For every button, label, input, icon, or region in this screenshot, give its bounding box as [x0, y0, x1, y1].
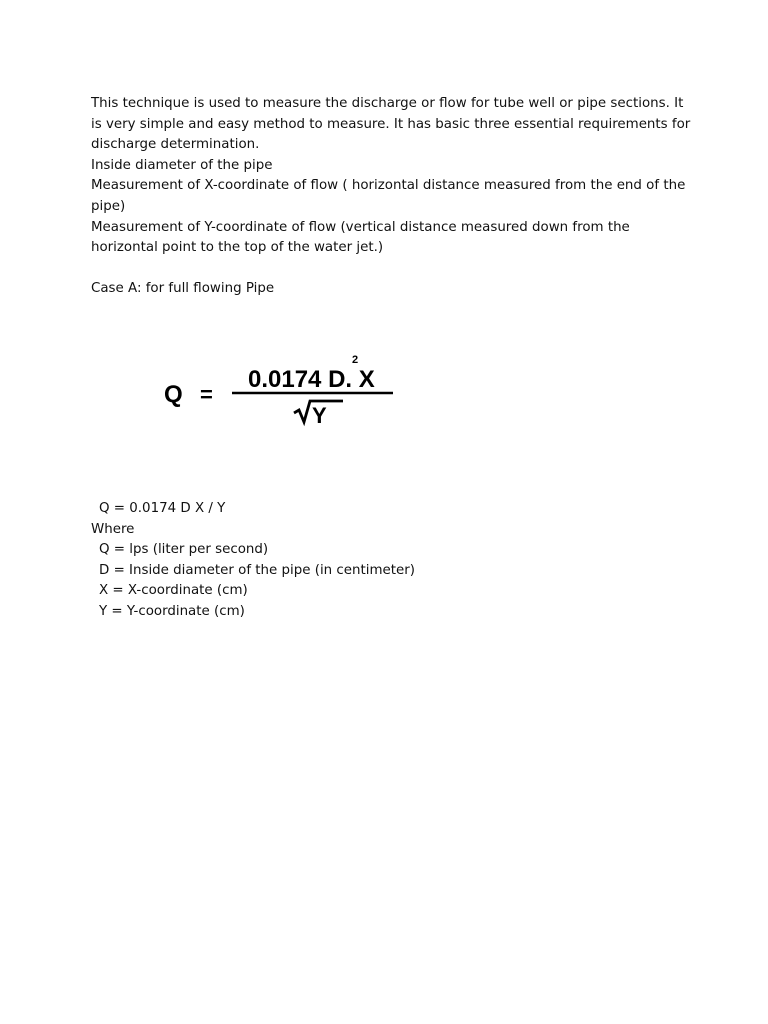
definition-x: X = X-coordinate (cm) — [99, 583, 248, 599]
requirement-x-coordinate: Measurement of X-coordinate of flow ( horizontal distance measured from the end of the pipe) — [91, 178, 686, 214]
formula-lhs: Q — [164, 381, 183, 408]
where-label: Where — [91, 521, 135, 537]
definitions-block — [91, 499, 591, 623]
formula-denominator: Y — [312, 403, 327, 428]
formula-numerator: 0.0174 D. X — [248, 366, 375, 393]
definition-q: Q = lps (liter per second) — [99, 542, 269, 558]
formula-exponent: 2 — [352, 355, 359, 366]
definition-y: Y = Y-coordinate (cm) — [99, 603, 245, 619]
equation-text: Q = 0.0174 D X / Y — [99, 501, 226, 516]
requirement-inside-diameter: Inside diameter of the pipe — [91, 157, 273, 173]
case-a-heading: Case A: for full flowing Pipe — [91, 281, 275, 297]
intro-paragraph: This technique is used to measure the discharge or flow for tube well or pipe sections. It is very simple and easy method to measure. It has basic three essential requirements for discharge determination. — [91, 96, 691, 153]
spacer — [91, 259, 691, 280]
definition-d: D = Inside diameter of the pipe (in centimeter) — [99, 562, 415, 578]
formula-equals: = — [200, 382, 213, 407]
intro-text-block — [91, 94, 691, 300]
formula-svg — [160, 355, 410, 435]
requirement-y-coordinate: Measurement of Y-coordinate of flow (vertical distance measured down from the horizontal point to the top of the water jet.) — [91, 219, 630, 256]
formula-image — [160, 355, 410, 435]
